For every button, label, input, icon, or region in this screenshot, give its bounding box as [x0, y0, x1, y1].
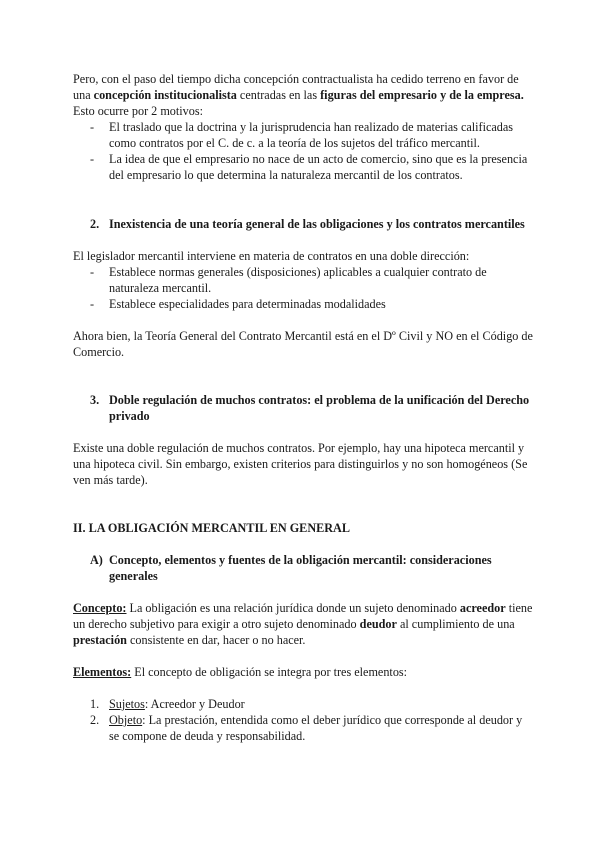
section-2-paragraph-2: Ahora bien, la Teoría General del Contrato Mercantil está en el Dº Civil y NO en el Código de Comercio. — [73, 329, 533, 359]
list-number: 2. — [90, 713, 100, 727]
section-2-body — [73, 248, 533, 312]
subsection-a-heading — [73, 552, 533, 584]
list-item-text: : La prestación, entendida como el deber jurídico que corresponde al deudor y se compone de deuda y responsabilidad. — [109, 713, 523, 743]
elementos-list-block — [73, 696, 533, 744]
list-item-text: Establece normas generales (disposiciones) aplicables a cualquier contrato de naturaleza mercantil. — [109, 265, 487, 295]
list-item — [73, 296, 533, 312]
heading — [73, 552, 533, 584]
heading — [73, 216, 533, 232]
concepto-text-4: consistente en dar, hacer o no hacer. — [126, 633, 306, 647]
heading — [73, 392, 533, 424]
motives-list — [73, 119, 533, 183]
section-2-paragraph: El legislador mercantil interviene en materia de contratos en una doble dirección: — [73, 249, 470, 263]
intro-text-2: centradas en las — [236, 88, 321, 102]
section-3-body — [73, 440, 533, 488]
list-item-label: Objeto — [109, 713, 143, 727]
heading-number: 2. — [90, 217, 100, 231]
part-2-title-block — [73, 520, 533, 536]
elementos-block — [73, 664, 533, 680]
section-3-heading — [73, 392, 533, 424]
section-2-heading — [73, 216, 533, 232]
motives-intro: Esto ocurre por 2 motivos: — [73, 104, 203, 118]
intro-bold-2: figuras del empresario y de la empresa. — [320, 88, 524, 102]
intro-section — [73, 71, 533, 183]
heading-number: 3. — [90, 393, 100, 407]
intro-paragraph — [73, 71, 533, 103]
section-2-conclusion — [73, 328, 533, 360]
heading-title: Doble regulación de muchos contratos: el problema de la unificación del Derecho privado — [109, 393, 530, 423]
list-item — [73, 712, 533, 744]
list-item-text: : Acreedor y Deudor — [144, 697, 245, 711]
dash-bullet: - — [90, 265, 95, 279]
elementos-list — [73, 696, 533, 744]
section-3-paragraph: Existe una doble regulación de muchos contratos. Por ejemplo, hay una hipoteca mercantil y una hipoteca civil. Sin embargo, existen criterios para distinguirlos y no son homogéneos (Se ven más tarde). — [73, 441, 528, 487]
concepto-bold-deudor: deudor — [359, 617, 397, 631]
list-item-text: Establece especialidades para determinadas modalidades — [109, 297, 386, 311]
part-2-title: II. LA OBLIGACIÓN MERCANTIL EN GENERAL — [73, 521, 350, 535]
concepto-label: Concepto: — [73, 601, 127, 615]
concepto-text-2: tiene un derecho subjetivo para exigir a otro sujeto denominado — [73, 601, 533, 631]
concepto-block — [73, 600, 533, 648]
intro-text-1: Pero, con el paso del tiempo dicha concepción contractualista ha cedido terreno en favor de una — [73, 72, 519, 102]
dash-bullet: - — [90, 152, 95, 166]
heading-title: Inexistencia de una teoría general de las obligaciones y los contratos mercantiles — [109, 217, 525, 231]
list-item — [73, 151, 533, 183]
concepto-text-3: al cumplimiento de una — [396, 617, 515, 631]
section-2-list — [73, 264, 533, 312]
concepto-paragraph — [73, 600, 533, 648]
elementos-paragraph — [73, 664, 533, 680]
heading-number: A) — [90, 553, 103, 567]
dash-bullet: - — [90, 120, 95, 134]
list-item-label: Sujetos — [109, 697, 145, 711]
elementos-text: El concepto de obligación se integra por tres elementos: — [131, 665, 408, 679]
concepto-bold-acreedor: acreedor — [459, 601, 506, 615]
concepto-text-1: La obligación es una relación jurídica donde un sujeto denominado — [126, 601, 460, 615]
list-item — [73, 696, 533, 712]
list-item — [73, 119, 533, 151]
list-number: 1. — [90, 697, 100, 711]
concepto-bold-prestacion: prestación — [73, 633, 127, 647]
list-item — [73, 264, 533, 296]
intro-bold-1: concepción institucionalista — [93, 88, 237, 102]
list-item-text: El traslado que la doctrina y la jurisprudencia han realizado de materias calificadas como contratos por el C. de c. a la teoría de los sujetos del tráfico mercantil. — [109, 120, 514, 150]
elementos-label: Elementos: — [73, 665, 132, 679]
heading-title: Concepto, elementos y fuentes de la obligación mercantil: consideraciones generales — [109, 553, 492, 583]
dash-bullet: - — [90, 297, 95, 311]
list-item-text: La idea de que el empresario no nace de un acto de comercio, sino que es la presencia del empresario lo que determina la naturaleza mercantil de los contratos. — [109, 152, 528, 182]
